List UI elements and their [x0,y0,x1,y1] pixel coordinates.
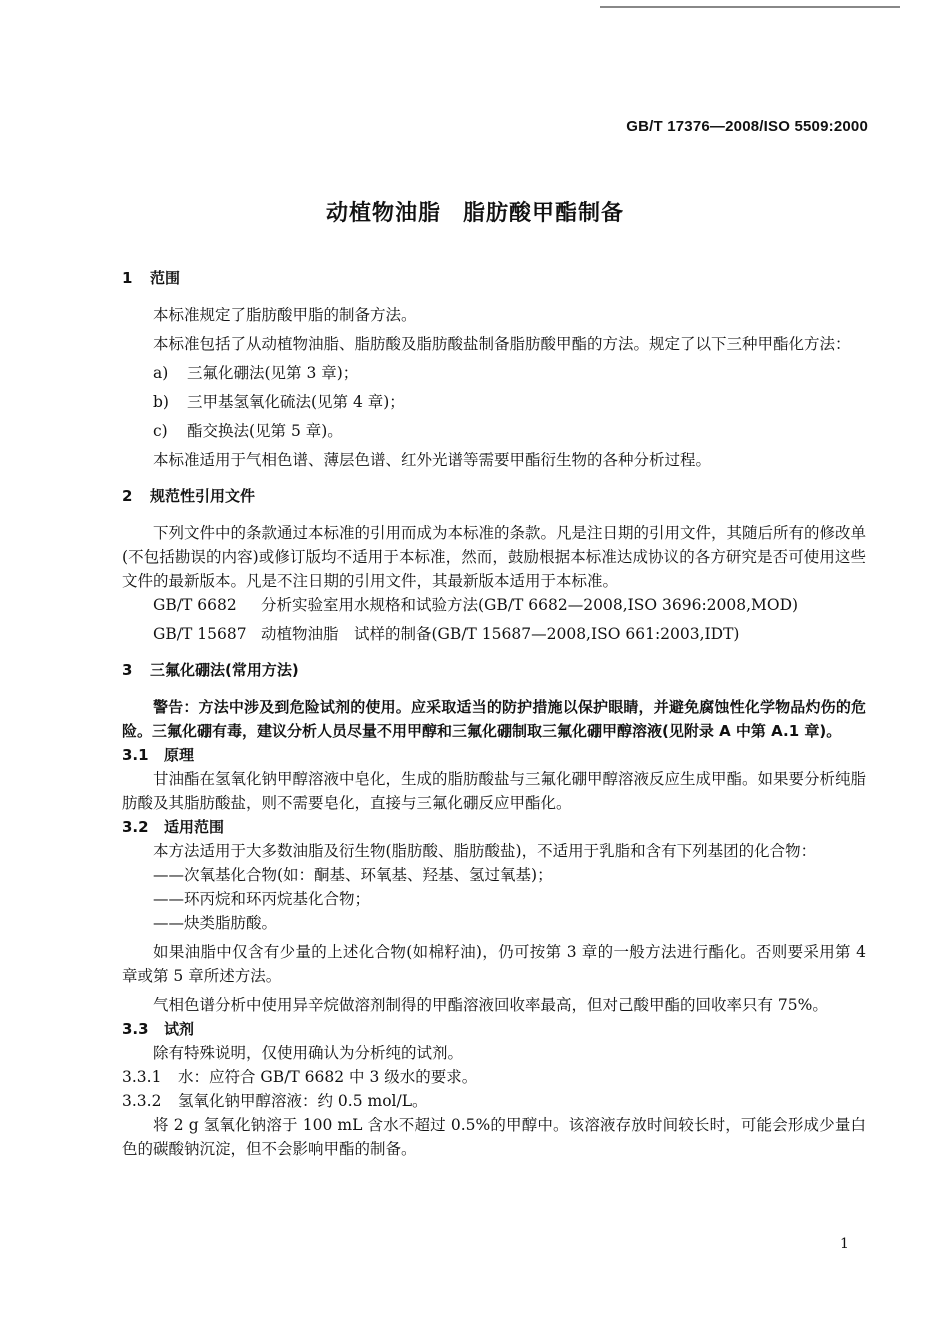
paragraph: 本标准包括了从动植物油脂、脂肪酸及脂肪酸盐制备脂肪酸甲酯的方法。规定了以下三种甲酯化方法： [153,335,851,353]
paragraph: 除有特殊说明，仅使用确认为分析纯的试剂。 [153,1044,464,1062]
clause-text: 水：应符合 GB/T 6682 中 3 级水的要求。 [178,1068,478,1086]
subsection-title: 原理 [164,746,195,764]
section-number: 3 [122,661,133,679]
reference-item [153,622,866,646]
clause-3-3-1 [122,1065,866,1089]
list-item [153,390,866,414]
title-part2: 脂肪酸甲酯制备 [463,201,625,226]
clause-number: 3.3.2 [122,1092,162,1110]
list-text: 酯交换法(见第 5 章)。 [187,422,343,440]
paragraph: 甘油酯在氢氧化钠甲醇溶液中皂化，生成的脂肪酸盐与三氟化硼甲醇溶液反应生成甲酯。如果要分析纯脂肪酸及其脂肪酸盐，则不需要皂化，直接与三氟化硼反应甲酯化。 [122,770,867,812]
reference-code: GB/T 6682 [153,596,237,614]
document-title [0,196,950,227]
paragraph: 本方法适用于大多数油脂及衍生物(脂肪酸、脂肪酸盐)，不适用于乳脂和含有下列基团的化合物： [153,842,817,860]
list-item [153,419,866,443]
paragraph: 如果油脂中仅含有少量的上述化合物(如棉籽油)，仍可按第 3 章的一般方法进行酯化。否则要采用第 4 章或第 5 章所述方法。 [122,943,866,985]
document-body [122,258,866,1161]
subsection-3-3-heading [122,1017,866,1041]
paragraph: 将 2 g 氢氧化钠溶于 100 mL 含水不超过 0.5%的甲醇中。该溶液存放时间较长时，可能会形成少量白色的碳酸钠沉淀，但不会影响甲酯的制备。 [122,1116,866,1158]
reference-code: GB/T 15687 [153,625,247,643]
paragraph: 气相色谱分析中使用异辛烷做溶剂制得的甲酯溶液回收率最高，但对己酸甲酯的回收率只有 75%。 [153,996,828,1014]
section-title: 范围 [150,269,181,287]
page-number: 1 [840,1236,849,1252]
section-title: 规范性引用文件 [150,487,256,505]
subsection-number: 3.3 [122,1020,149,1038]
list-label: a) [153,364,169,382]
reference-text: 分析实验室用水规格和试验方法(GB/T 6682—2008,ISO 3696:2008,MOD) [261,596,799,614]
reference-text: 动植物油脂 试样的制备(GB/T 15687—2008,ISO 661:2003,IDT) [261,625,740,643]
dash-item: ——环丙烷和环丙烷基化合物； [153,890,371,908]
clause-number: 3.3.1 [122,1068,162,1086]
title-part1: 动植物油脂 [325,201,441,226]
paragraph: 下列文件中的条款通过本标准的引用而成为本标准的条款。凡是注日期的引用文件，其随后所有的修改单(不包括勘误的内容)或修订版均不适用于本标准，然而，鼓励根据本标准达成协议的各方研究是否可使用这些文件的最新版本。凡是不注日期的引用文件，其最新版本适用于本标准。 [122,524,867,590]
top-scan-rule [600,6,900,8]
dash-item: ——炔类脂肪酸。 [153,914,278,932]
section-2-heading [122,484,866,508]
standard-number: GB/T 17376—2008/ISO 5509:2000 [626,118,868,135]
paragraph: 本标准规定了脂肪酸甲脂的制备方法。 [153,306,417,324]
subsection-3-2-heading [122,815,866,839]
list-label: b) [153,393,169,411]
dash-item: ——次氧基化合物(如：酮基、环氧基、羟基、氢过氧基)； [153,866,553,884]
subsection-title: 试剂 [164,1020,195,1038]
list-label: c) [153,422,168,440]
subsection-number: 3.2 [122,818,149,836]
section-number: 1 [122,269,133,287]
section-3-heading [122,658,866,682]
section-title: 三氟化硼法(常用方法) [150,661,299,679]
section-1-heading [122,266,866,290]
list-text: 三氟化硼法(见第 3 章)； [187,364,359,382]
subsection-3-1-heading [122,743,866,767]
section-number: 2 [122,487,133,505]
paragraph: 本标准适用于气相色谱、薄层色谱、红外光谱等需要甲酯衍生物的各种分析过程。 [153,451,712,469]
list-item [153,361,866,385]
clause-3-3-2 [122,1089,866,1113]
reference-item [153,593,866,617]
subsection-title: 适用范围 [164,818,225,836]
clause-text: 氢氧化钠甲醇溶液：约 0.5 mol/L。 [178,1092,428,1110]
list-text: 三甲基氢氧化硫法(见第 4 章)； [187,393,405,411]
subsection-number: 3.1 [122,746,149,764]
warning-paragraph: 警告：方法中涉及到危险试剂的使用。应采取适当的防护措施以保护眼睛，并避免腐蚀性化学物品灼伤的危险。三氟化硼有毒，建议分析人员尽量不用甲醇和三氟化硼制取三氟化硼甲醇溶液(见附录 A 中第 A.1 章)。 [122,698,866,740]
